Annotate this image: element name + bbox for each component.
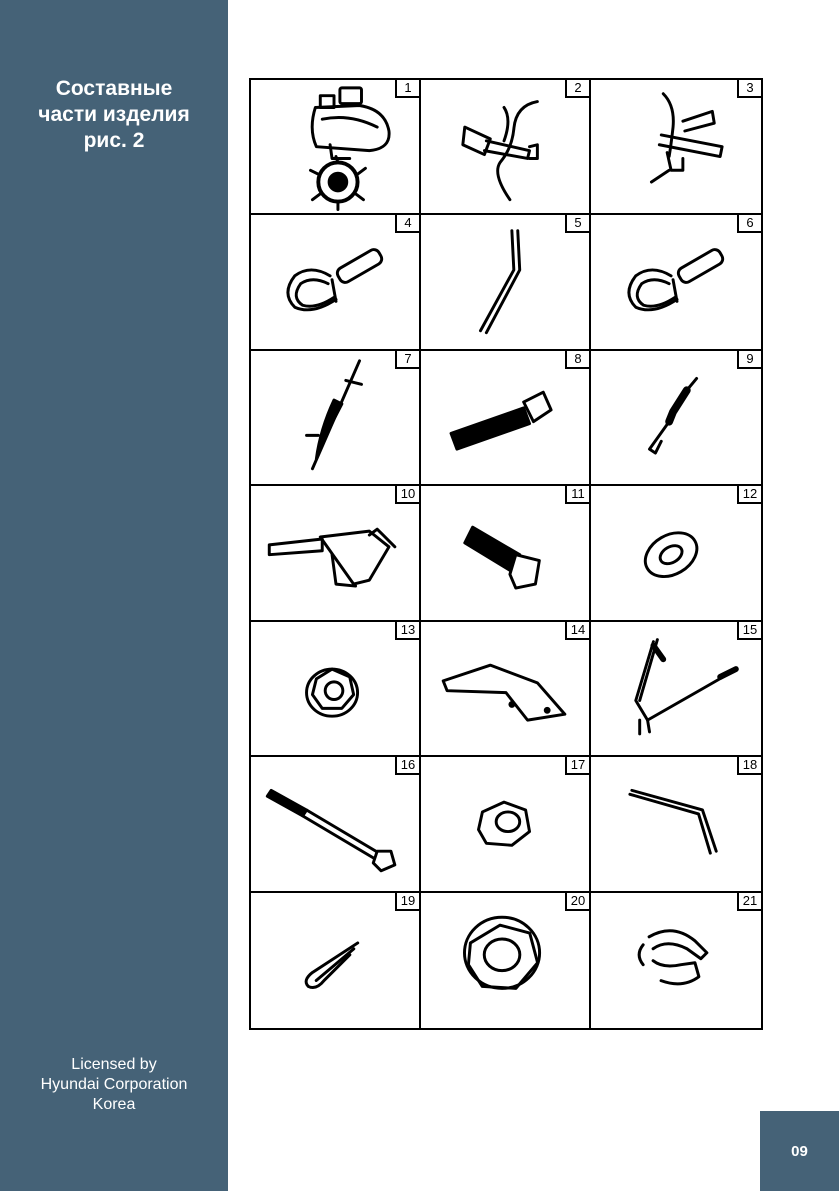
- part-number: 21: [737, 893, 761, 911]
- part-number: 11: [565, 486, 589, 504]
- part-cell: [421, 80, 591, 215]
- clip-icon: [591, 893, 761, 1028]
- title-line: рис. 2: [83, 129, 145, 152]
- section-title: [0, 76, 228, 154]
- part-cell: [591, 486, 761, 621]
- license-line: Licensed by: [71, 1056, 157, 1073]
- part-number: 12: [737, 486, 761, 504]
- part-number: 19: [395, 893, 419, 911]
- flange-nut-icon: [251, 622, 419, 755]
- long-bolt-icon: [251, 757, 419, 890]
- short-bolt-icon: [421, 486, 589, 619]
- axle-with-tines-icon: [591, 215, 761, 348]
- depth-stick-icon: [251, 351, 419, 484]
- washer-icon: [591, 486, 761, 619]
- title-line: части изделия: [38, 103, 190, 126]
- cotter-pin-icon: [251, 893, 419, 1028]
- part-cell: [421, 351, 591, 486]
- part-cell: [251, 351, 421, 486]
- part-number: 2: [565, 80, 589, 98]
- part-cell: [251, 80, 421, 215]
- part-number: 14: [565, 622, 589, 640]
- part-cell: [251, 486, 421, 621]
- part-cell: [591, 351, 761, 486]
- handlebar-icon: [591, 622, 761, 755]
- bolt-icon: [421, 351, 589, 484]
- part-number: 13: [395, 622, 419, 640]
- bent-rod-icon: [591, 757, 761, 890]
- part-cell: [591, 757, 761, 892]
- part-number: 10: [395, 486, 419, 504]
- part-number: 17: [565, 757, 589, 775]
- handle-bracket-icon: [251, 486, 419, 619]
- part-number: 15: [737, 622, 761, 640]
- part-cell: [591, 893, 761, 1028]
- spring-cable-icon: [591, 351, 761, 484]
- tiller-gearbox-icon: [251, 80, 419, 213]
- part-cell: [591, 80, 761, 215]
- part-number: 5: [565, 215, 589, 233]
- part-cell: [251, 893, 421, 1028]
- large-nut-icon: [421, 893, 589, 1028]
- sidebar: [0, 0, 228, 1191]
- part-cell: [591, 622, 761, 757]
- part-number: 4: [395, 215, 419, 233]
- part-number: 7: [395, 351, 419, 369]
- part-cell: [421, 757, 591, 892]
- title-line: Составные: [55, 77, 173, 100]
- part-cell: [251, 757, 421, 892]
- plate-icon: [421, 622, 589, 755]
- part-number: 18: [737, 757, 761, 775]
- lock-nut-icon: [421, 757, 589, 890]
- part-cell: [421, 622, 591, 757]
- license-line: Korea: [92, 1096, 136, 1113]
- part-cell: [251, 215, 421, 350]
- part-cell: [591, 215, 761, 350]
- part-number: 6: [737, 215, 761, 233]
- license-line: Hyundai Corporation: [40, 1076, 188, 1093]
- axle-with-tines-icon: [251, 215, 419, 348]
- part-number: 3: [737, 80, 761, 98]
- part-number: 16: [395, 757, 419, 775]
- part-cell: [251, 622, 421, 757]
- tine-assembly-icon: [591, 80, 761, 213]
- part-cell: [421, 486, 591, 621]
- parts-grid: [249, 78, 763, 1030]
- part-number: 20: [565, 893, 589, 911]
- tine-assembly-icon: [421, 80, 589, 213]
- page-number: 09: [760, 1111, 839, 1191]
- part-number: 8: [565, 351, 589, 369]
- part-cell: [421, 215, 591, 350]
- license-note: [0, 1055, 228, 1115]
- part-cell: [421, 893, 591, 1028]
- part-number: 1: [395, 80, 419, 98]
- rod-icon: [421, 215, 589, 348]
- part-number: 9: [737, 351, 761, 369]
